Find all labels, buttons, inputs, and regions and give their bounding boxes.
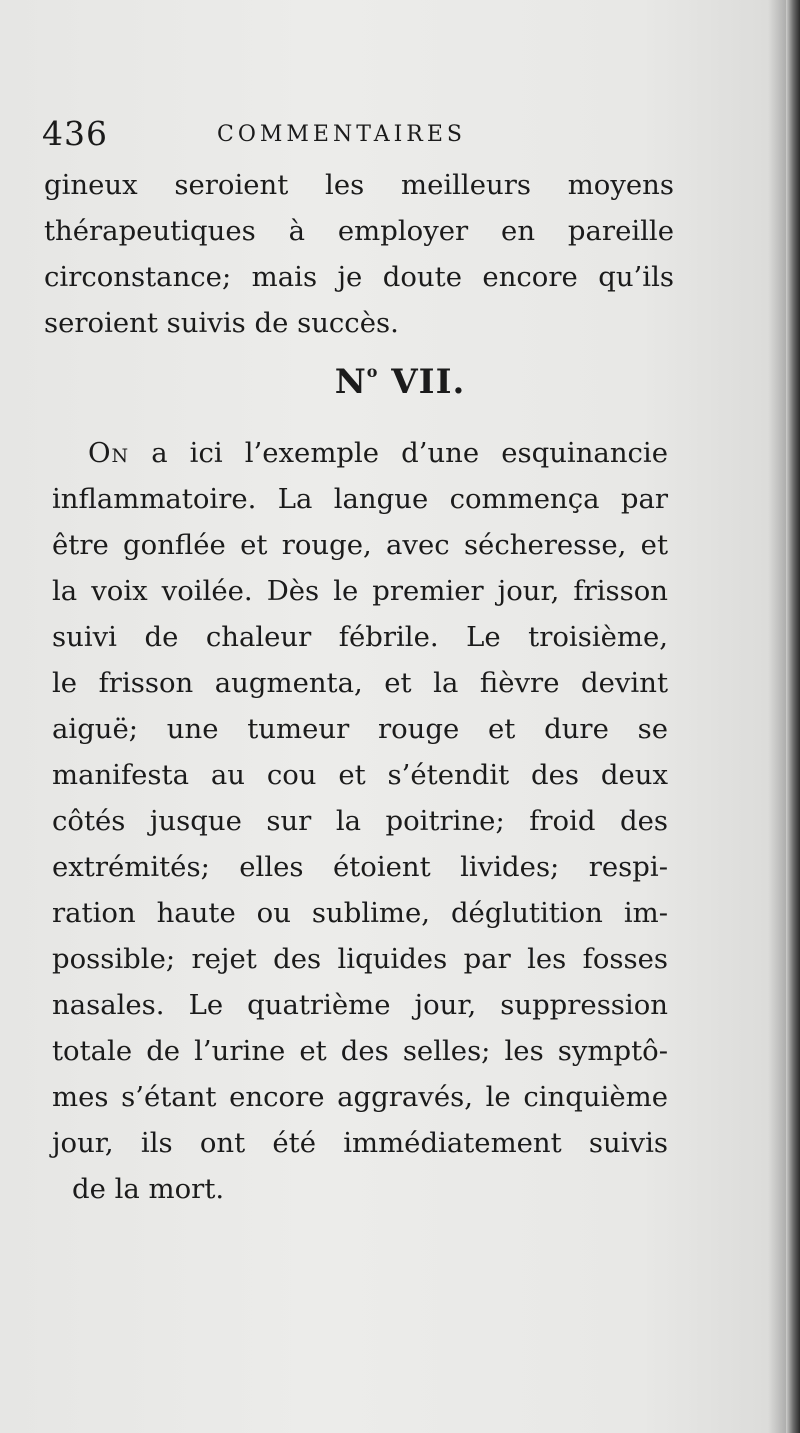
text-line: aiguë; une tumeur rouge et dure se [52, 713, 668, 745]
first-line-rest: a ici l’exemple d’une esquinancie [151, 437, 668, 469]
text-line: nasales. Le quatrième jour, suppression [52, 989, 668, 1021]
text-line: circonstance; mais je doute encore qu’ils [44, 261, 674, 293]
text-line: thérapeutiques à employer en pareille [44, 215, 674, 247]
page-header [42, 108, 682, 168]
text-line: possible; rejet des liquides par les fosses [52, 943, 668, 975]
text-line: ration haute ou sublime, déglutition im- [52, 897, 668, 929]
case-paragraph [52, 430, 668, 1212]
text-line: le frisson augmenta, et la fièvre devint [52, 667, 668, 699]
text-line: côtés jusque sur la poitrine; froid des [52, 805, 668, 837]
section-heading [0, 362, 800, 402]
initial-word: On [88, 437, 130, 469]
text-line: gineux seroient les meilleurs moyens [44, 169, 674, 201]
section-heading-numeral: VII. [391, 362, 466, 402]
text-line: suivi de chaleur fébrile. Le troisième, [52, 621, 668, 653]
running-head: COMMENTAIRES [217, 122, 466, 147]
page-number: 436 [42, 114, 108, 153]
text-line: manifesta au cou et s’étendit des deux [52, 759, 668, 791]
text-line: la voix voilée. Dès le premier jour, frisson [52, 575, 668, 607]
text-line: de la mort. [72, 1173, 225, 1205]
text-line: mes s’étant encore aggravés, le cinquième [52, 1081, 668, 1113]
text-line: jour, ils ont été immédiatement suivis [52, 1127, 668, 1159]
section-heading-prefix: N [334, 362, 367, 402]
intro-paragraph [44, 162, 674, 346]
text-line: seroient suivis de succès. [44, 307, 399, 339]
page-binding-edge [786, 0, 800, 1433]
text-line: inflammatoire. La langue commença par [52, 483, 668, 515]
text-line: totale de l’urine et des selles; les symptô- [52, 1035, 668, 1067]
text-line [52, 430, 668, 476]
text-line: être gonflée et rouge, avec sécheresse, et [52, 529, 668, 561]
text-line: extrémités; elles étoient livides; respi- [52, 851, 668, 883]
section-heading-sup: o [366, 362, 379, 381]
